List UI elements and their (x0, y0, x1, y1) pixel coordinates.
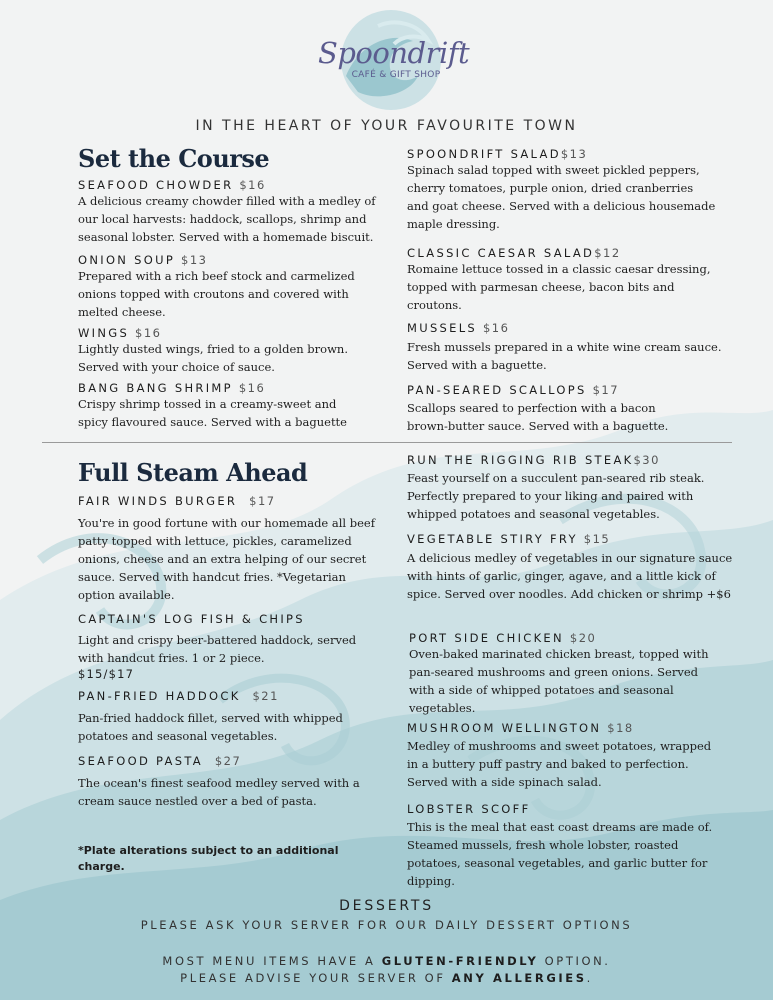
item-price: $20 (569, 631, 597, 645)
item-description: Oven-baked marinated chicken breast, topped with pan-seared mushrooms and green onions. Served with a side of whipped potatoes and seasonal vegetables. (409, 647, 709, 715)
item-description: This is the meal that east coast dreams are made of. Steamed mussels, fresh whole lobster, roasted potatoes, seasonal vegetables, and garlic butter for dipping. (407, 820, 713, 888)
item-price: $21 (252, 689, 279, 703)
item-name: PAN-FRIED HADDOCK $21 (78, 689, 279, 703)
item-description: Pan-fried haddock fillet, served with whipped potatoes and seasonal vegetables. (78, 711, 343, 743)
item-price: $13 (181, 253, 208, 267)
item-description: Fresh mussels prepared in a white wine cream sauce. Served with a baguette. (407, 340, 722, 372)
item-name: CLASSIC CAESAR SALAD$12 (407, 246, 621, 260)
item-price: $16 (239, 178, 266, 192)
item-price: $30 (633, 453, 660, 467)
menu-item (78, 754, 378, 810)
item-name: PORT SIDE CHICKEN $20 (409, 631, 597, 645)
item-description: A delicious medley of vegetables in our signature sauce with hints of garlic, ginger, agave, and a little kick of spice. Served over noodles. Add chicken or shrimp +$6 (407, 551, 733, 601)
item-price: $18 (607, 721, 634, 735)
brand-subtitle: CAFÉ & GIFT SHOP (351, 70, 441, 80)
item-price: $15 (583, 532, 611, 546)
item-price: $27 (214, 754, 242, 768)
brand-name: Spoondrift (318, 36, 470, 70)
item-name: SEAFOOD CHOWDER $16 (78, 178, 266, 192)
item-description: Lightly dusted wings, fried to a golden brown. Served with your choice of sauce. (78, 342, 348, 374)
menu-item (78, 381, 378, 431)
section-title-set-the-course: Set the Course (78, 144, 270, 173)
item-name: VEGETABLE STIRY FRY $15 (407, 532, 611, 546)
item-description: Feast yourself on a succulent pan-seared rib steak. Perfectly prepared to your liking and paired with whipped potatoes and seasonal vegetables. (407, 471, 705, 521)
item-name: SPOONDRIFT SALAD$13 (407, 147, 588, 161)
item-description: Romaine lettuce tossed in a classic caesar dressing, topped with parmesan cheese, bacon bits and croutons. (407, 262, 711, 312)
desserts-heading: DESSERTS (339, 898, 434, 914)
menu-item (78, 253, 378, 321)
item-name: BANG BANG SHRIMP $16 (78, 381, 266, 395)
item-description: Prepared with a rich beef stock and carmelized onions topped with croutons and covered with melted cheese. (78, 269, 355, 319)
item-name: WINGS $16 (78, 326, 162, 340)
item-description: Spinach salad topped with sweet pickled peppers, cherry tomatoes, purple onion, dried cranberries and goat cheese. Served with a delicious housemade maple dressing. (407, 163, 716, 231)
item-name: PAN-SEARED SCALLOPS $17 (407, 383, 620, 397)
menu-item (407, 453, 737, 523)
menu-item (407, 802, 737, 890)
footer-note: MOST MENU ITEMS HAVE A GLUTEN-FRIENDLY OPTION. PLEASE ADVISE YOUR SERVER OF ANY ALLERGIES. (162, 954, 611, 985)
item-price: $16 (482, 321, 510, 335)
item-price: $16 (238, 381, 266, 395)
item-description: Scallops seared to perfection with a bacon brown-butter sauce. Served with a baguette. (407, 401, 669, 433)
menu-item (409, 631, 739, 717)
menu-item (407, 321, 737, 374)
menu-item (78, 326, 378, 376)
menu-item (78, 494, 378, 604)
item-name: SEAFOOD PASTA $27 (78, 754, 242, 768)
item-description: The ocean's finest seafood medley served with a cream sauce nestled over a bed of pasta. (78, 776, 360, 808)
item-price: $12 (594, 246, 621, 260)
menu-item (407, 246, 737, 314)
item-name: FAIR WINDS BURGER $17 (78, 494, 276, 508)
menu-item (407, 532, 737, 603)
desserts-note: PLEASE ASK YOUR SERVER FOR OUR DAILY DESSERT OPTIONS (140, 918, 633, 932)
item-name: MUSSELS $16 (407, 321, 510, 335)
menu-item (78, 612, 378, 681)
item-description: A delicious creamy chowder filled with a medley of our local harvests: haddock, scallops, shrimp and seasonal lobster. Served with a homemade biscuit. (78, 194, 376, 244)
item-name: LOBSTER SCOFF (407, 802, 531, 816)
item-name: RUN THE RIGGING RIB STEAK$30 (407, 453, 660, 467)
menu-item (78, 178, 378, 246)
item-name: MUSHROOM WELLINGTON $18 (407, 721, 634, 735)
section-divider (42, 442, 732, 443)
item-description: Light and crispy beer-battered haddock, served with handcut fries. 1 or 2 piece. (78, 633, 357, 665)
item-price: $16 (135, 326, 162, 340)
plate-alterations-note: *Plate alterations subject to an additional charge. (78, 844, 339, 873)
section-title-full-steam-ahead: Full Steam Ahead (78, 458, 308, 487)
item-description: Crispy shrimp tossed in a creamy-sweet and spicy flavoured sauce. Served with a baguette (78, 397, 347, 429)
item-price: $17 (592, 383, 620, 397)
menu-item (407, 147, 737, 233)
menu-item (407, 721, 737, 791)
item-description: Medley of mushrooms and sweet potatoes, wrapped in a buttery puff pastry and baked to perfection. Served with a side spinach salad. (407, 739, 712, 789)
item-price: $17 (249, 494, 276, 508)
item-name: CAPTAIN'S LOG FISH & CHIPS (78, 612, 305, 626)
menu-item (78, 689, 378, 745)
item-description: You're in good fortune with our homemade all beef patty topped with lettuce, pickles, caramelized onions, cheese and an extra helping of our secret sauce. Served with handcut fries. *Vegetarian option available. (78, 516, 375, 602)
tagline: IN THE HEART OF YOUR FAVOURITE TOWN (195, 118, 578, 134)
item-name: ONION SOUP $13 (78, 253, 208, 267)
menu-item (407, 383, 737, 435)
item-price: $15/$17 (78, 667, 135, 681)
item-price: $13 (560, 147, 588, 161)
